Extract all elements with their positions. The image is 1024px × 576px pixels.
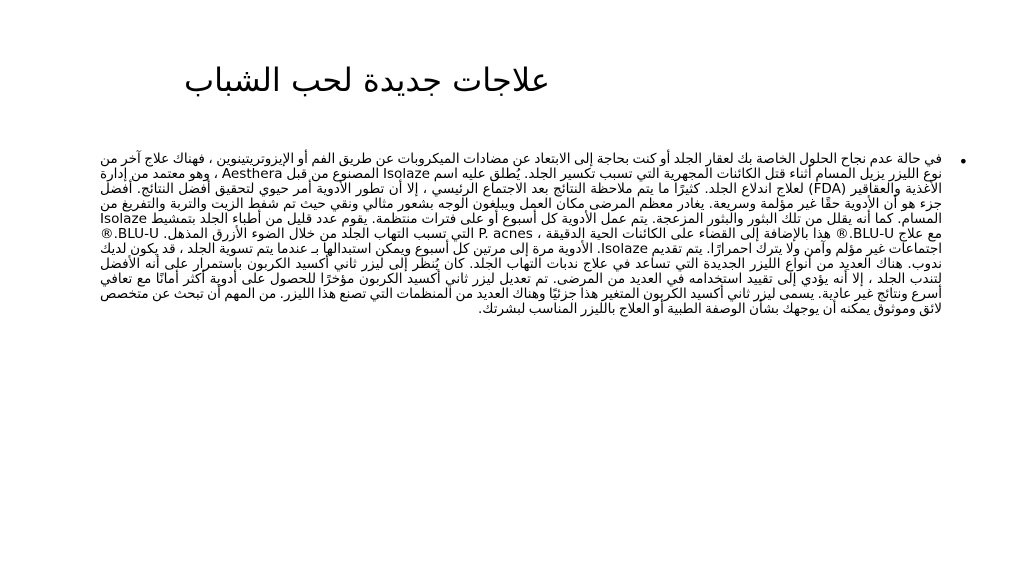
body-paragraph: في حالة عدم نجاح الحلول الخاصة بك لعقار الجلد أو كنت بحاجة إلى الابتعاد عن مضادات الميكروبات عن طريق الفم أو الإيزوتريتينوين ، فهناك علاج آخر من نوع الليزر يزيل المسام أثناء قتل الكائنات المجهرية التي تسبب تكسير الجلد. يُطلق عليه اسم Isolaze المصنوع من قبل Aesthera ، وهو معتمد من إدارة الأغذية والعقاقير (FDA) لعلاج اندلاع الجلد. كثيرًا ما يتم ملاحظة النتائج بعد الاجتماع الرئيسي ، إلا أن تطور الأدوية أمر حيوي لتحقيق أفضل النتائج. أفضل جزء هو أن الأدوية حقًا غير مؤلمة وسريعة. يغادر معظم المرضى مكان العمل ويبلغون الوجه بشعور مثالي ونقي حيث تم شفط الزيت والتربة والتفريغ من المسام. كما أنه يقلل من تلك البثور والبثور المزعجة. يتم عمل الأدوية كل أسبوع أو على فترات منتظمة. يقوم عدد قليل من أطباء الجلد بتمشيط Isolaze مع علاج BLU-U.® هذا بالإضافة إلى القضاء على الكائنات الحية الدقيقة ، P. acnes التي تسبب التهاب الجلد من خلال الضوء الأزرق المذهل. BLU-U.® اجتماعات غير مؤلم وآمن ولا يترك احمرارًا. يتم تقديم Isolaze. الأدوية مرة إلى مرتين كل أسبوع ويمكن استبدالها بـ عندما يتم تسوية الجلد ، قد يكون لديك ندوب. هناك العديد من أنواع الليزر الجديدة التي تساعد في علاج ندبات التهاب الجلد. كان يُنظر إلى ليزر ثاني أكسيد الكربون باستمرار على أنه الأفضل لتندب الجلد ، إلا أنه يؤدي إلى تقييد استخدامه في العديد من المرضى. تم تعديل ليزر ثاني أكسيد الكربون مؤخرًا للحصول على أدوية أكثر أمانًا مع تعافي أسرع ونتائج غير عادية. يسمى ليزر ثاني أكسيد الكربون المتغير هذا جزئيًا وهناك العديد من المنظمات التي تصنع هذا الليزر. من المهم أن تبحث عن متخصص لائق وموثوق يمكنه أن يوجهك بشأن الوصفة الطبية أو العلاج بالليزر المناسب لبشرتك.	[100, 151, 943, 317]
slide-title: علاجات جديدة لحب الشباب	[184, 61, 550, 99]
slide-body	[100, 151, 968, 452]
bullet-marker: •	[958, 152, 968, 171]
